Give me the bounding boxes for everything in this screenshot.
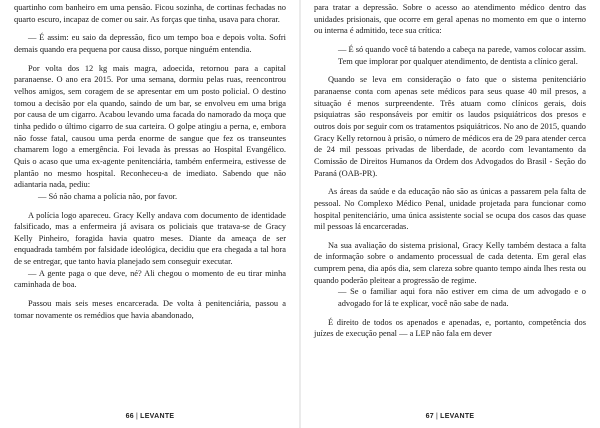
paragraph: Passou mais seis meses encarcerada. De volta à penitenciária, passou a tomar novamente os remédios que havia abandonado, [14,299,286,320]
page-number: 66 [125,413,134,420]
dialogue-paragraph: — A gente paga o que deve, né? Ali chegou o momento de eu tirar minha caminhada de boa. [14,268,286,290]
paragraph: É direito de todos os apenados e apenadas, e, portanto, competência dos juízes de execução penal — a LEP não fala em dever [314,317,586,339]
paragraph: Quando se leva em consideração o fato que o sistema penitenciário paranaense conta com apenas sete médicos para seus quase 40 mil presos, a situação é menos surpreendente. Três atuam como clínicos gerais, dois psiquiatras são responsáveis por emitir os laudos psiquiátricos dos presos e outros dois por seguir com os tratamentos psiquiátricos. No ano de 2015, quando Gracy Kelly retornou à prisão, o número de médicos era de 29 para atender cerca de 24 mil pessoas privadas de liberdade, de acordo com levantamento da Comissão de Direitos Humanos da Ordem dos Advogados do Brasil - Seção do Paraná (OAB-PR). [314,75,586,178]
paragraph: As áreas da saúde e da educação não são as únicas a passarem pela falta de pessoal. No Complexo Médico Penal, unidade projetada para funcionar como hospital penitenciário, uma única assistente social se ocupa dos casos das quase mil pessoas lá encarceradas. [314,187,586,232]
paragraph: Na sua avaliação do sistema prisional, Gracy Kelly também destaca a falta de informação sobre o andamento processual de cada detenta. Em geral elas cumprem pena, dia após dia, sem clareza sobre quanto tempo ainda lhes resta ou quando poderão pleitear a progressão de regime. [314,240,586,285]
left-page-footer [0,413,300,420]
paragraph: quartinho com banheiro em uma pensão. Ficou sozinha, de cortinas fechadas no quarto escuro, incapaz de comer ou sair. As forças que tinha, usava para chorar. [14,3,286,24]
paragraph: A polícia logo apareceu. Gracy Kelly andava com documento de identidade falsificado, mas a enfermeira já avisara os policiais que tratava-se de Gracy Kelly Pinheiro, foragida havia quatro meses. Diante da ameaça de ser enquadrada também por falsidade ideológica, decidiu que era chegada a tal hora de se entregar, que tanto havia planejado sem conseguir executar. [14,210,286,267]
dialogue-paragraph: — Se o familiar aqui fora não estiver em cima de um advogado e o advogado for lá te explicar, você não sabe de nada. [338,287,586,309]
paragraph: Por volta dos 12 kg mais magra, adoecida, retornou para a capital paranaense. O ano era 2015. Por uma semana, dormiu pelas ruas, reencontrou velhos amigos, sem coragem de se apresentar em um posto policial. O destino tomou a decisão por ela quando, saindo de um bar, se envolveu em uma briga por causa de um cigarro. Acabou levando uma facada do namorado da moça que tinha pedido o último cigarro de sua carteira. O golpe atingiu a perna, e, embora não fosse fatal, causou uma perda enorme de sangue que fez os transeuntes chamarem logo a emergência. Foi levada às pressas ao Hospital Evangélico. Quis o acaso que uma ex-agente penitenciária, também enfermeira, estivesse de plantão no mesmo hospital. Reconheceu-a de imediato. Sabendo que não adiantaria nada, pediu: [14,63,286,190]
right-page-footer [300,413,600,420]
footer-separator: | [436,413,439,420]
left-page-body [14,2,286,321]
running-title: LEVANTE [140,413,175,420]
right-page-body [314,2,586,340]
paragraph: para tratar a depressão. Sobre o acesso ao atendimento médico dentro das unidades prisionais, que ocorre em geral apenas no momento em que o interno ou interna é admitido, tece sua crítica: [314,3,586,36]
running-title: LEVANTE [440,413,475,420]
dialogue-paragraph: — Só não chama a polícia não, por favor. [38,191,178,201]
footer-separator: | [136,413,139,420]
page-number: 67 [425,413,434,420]
dialogue-paragraph: — É assim: eu saio da depressão, fico um tempo boa e depois volta. Sofri demais quando era pequena por causa disso, porque ninguém entendia. [14,33,286,54]
right-page [300,0,600,428]
dialogue-paragraph: — É só quando você tá batendo a cabeça na parede, vamos colocar assim. Tem que implorar por qualquer atendimento, de dentista a clínico geral. [338,44,586,66]
